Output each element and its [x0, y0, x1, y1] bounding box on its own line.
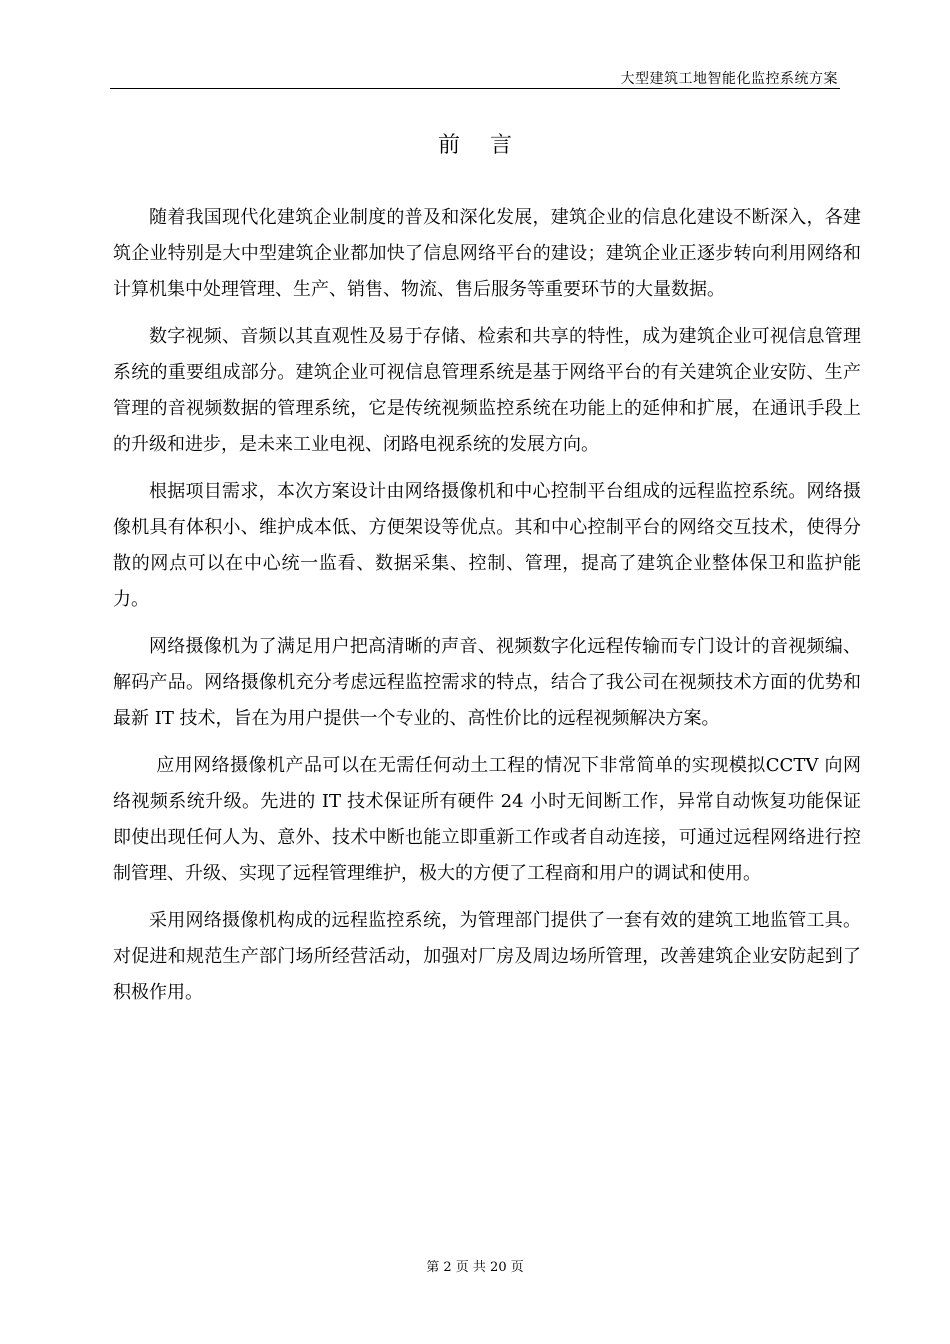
paragraph: 应用网络摄像机产品可以在无需任何动土工程的情况下非常简单的实现模拟CCTV 向网络视频系统升级。先进的 IT 技术保证所有硬件 24 小时无间断工作，异常自动恢复功能保证即使出现任何人为、意外、技术中断也能立即重新工作或者自动连接，可通过远程网络进行控制管理、升级、实现了远程管理维护，极大的方便了工程商和用户的调试和使用。	[113, 755, 861, 884]
page-number: 第 2 页 共 20 页	[426, 1260, 524, 1275]
paragraph: 数字视频、音频以其直观性及易于存储、检索和共享的特性，成为建筑企业可视信息管理系统的重要组成部分。建筑企业可视信息管理系统是基于网络平台的有关建筑企业安防、生产管理的音视频数据的管理系统，它是传统视频监控系统在功能上的延伸和扩展，在通讯手段上的升级和进步，是未来工业电视、闭路电视系统的发展方向。	[113, 326, 861, 455]
paragraph: 随着我国现代化建筑企业制度的普及和深化发展，建筑企业的信息化建设不断深入，各建筑企业特别是大中型建筑企业都加快了信息网络平台的建设；建筑企业正逐步转向利用网络和计算机集中处理管理、生产、销售、物流、售后服务等重要环节的大量数据。	[113, 207, 861, 300]
section-title: 前言	[437, 133, 542, 158]
paragraph: 网络摄像机为了满足用户把高清晰的声音、视频数字化远程传输而专门设计的音视频编、解码产品。网络摄像机充分考虑远程监控需求的特点，结合了我公司在视频技术方面的优势和最新 IT 技术，旨在为用户提供一个专业的、高性价比的远程视频解决方案。	[113, 636, 861, 729]
body-text	[113, 200, 861, 1022]
running-header: 大型建筑工地智能化监控系统方案	[620, 71, 838, 87]
paragraph: 根据项目需求，本次方案设计由网络摄像机和中心控制平台组成的远程监控系统。网络摄像机具有体积小、维护成本低、方便架设等优点。其和中心控制平台的网络交互技术，使得分散的网点可以在中心统一监看、数据采集、控制、管理，提高了建筑企业整体保卫和监护能力。	[113, 481, 861, 610]
paragraph: 采用网络摄像机构成的远程监控系统，为管理部门提供了一套有效的建筑工地监管工具。对促进和规范生产部门场所经营活动，加强对厂房及周边场所管理，改善建筑企业安防起到了积极作用。	[113, 910, 861, 1003]
header-rule	[110, 88, 840, 89]
